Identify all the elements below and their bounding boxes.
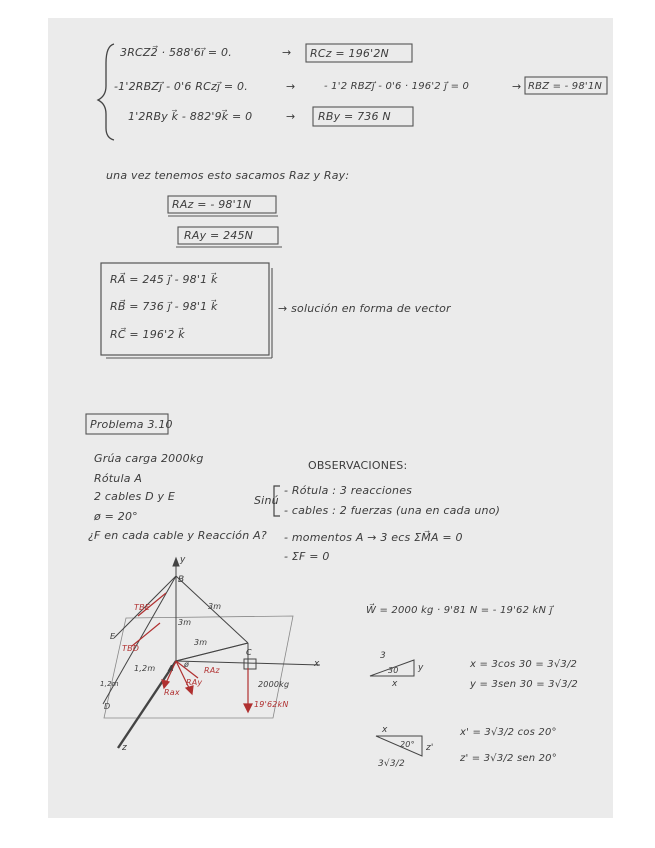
tri1-vertical: y — [418, 663, 424, 673]
observation-forces: - ΣF = 0 — [284, 550, 330, 563]
label-tbd: TBD — [122, 644, 140, 653]
label-12m-a: 1,2m — [134, 664, 156, 673]
label-c: C — [246, 648, 252, 657]
given-5: ¿F en cada cable y Reacción A? — [88, 529, 267, 542]
label-ray: RAy — [186, 678, 203, 687]
vector-note: → solución en forma de vector — [278, 302, 451, 315]
eq2-arrow: → — [286, 80, 296, 93]
label-phi: ø — [184, 660, 190, 669]
given-3: 2 cables D y E — [94, 490, 176, 503]
tri1-base: x — [392, 679, 398, 689]
notebook-page — [48, 18, 613, 818]
label-load: 2000kg — [258, 680, 290, 689]
eq1-arrow: → — [282, 46, 292, 59]
eq3-result: RBy = 736 N — [318, 110, 391, 123]
tri2-eq-x: x' = 3√3/2 cos 20° — [460, 727, 557, 738]
label-b: B — [178, 575, 185, 585]
weight-equation: W⃗ = 2000 kg · 9'81 N = - 19'62 kN j⃗ — [366, 605, 553, 616]
observation-1: - Rótula : 3 reacciones — [284, 484, 413, 497]
label-rax: Rax — [164, 688, 180, 697]
problem-title: Problema 3.10 — [90, 418, 173, 431]
eq3-text: 1'2RBy k⃗ - 882'9k⃗ = 0 — [128, 110, 253, 123]
given-4: ø = 20° — [94, 510, 138, 523]
given-2: Rótula A — [94, 472, 143, 485]
tri2-angle: 20° — [400, 740, 415, 749]
observation-2: - cables : 2 fuerzas (una en cada uno) — [284, 504, 501, 517]
label-d: D — [104, 702, 111, 711]
label-3m-low: 3m — [194, 638, 208, 647]
eq2-sub: - 1'2 RBZj⃗ - 0'6 · 196'2 j⃗ = 0 — [324, 81, 470, 92]
tri1-hyp: 3 — [380, 651, 386, 661]
label-12m-b: 1,2m — [100, 680, 119, 688]
tri1-eq-y: y = 3sen 30 = 3√3/2 — [470, 679, 578, 690]
eq1-result: RCz = 196'2N — [310, 47, 389, 60]
observations-title: OBSERVACIONES: — [308, 459, 408, 472]
label-load-force: 19'62kN — [254, 700, 289, 709]
label-x-axis: x — [314, 659, 320, 669]
tri2-hyp: x — [382, 725, 388, 735]
label-a: A — [168, 664, 174, 673]
observations-bracket-label: Sinú — [254, 494, 279, 507]
tri2-vertical: z' — [426, 743, 434, 753]
observation-moments: - momentos A → 3 ecs ΣM⃗A = 0 — [284, 531, 463, 544]
eq2-result: RBZ = - 98'1N — [528, 81, 603, 92]
label-z-axis: z — [122, 743, 127, 753]
ray-value: RAy = 245N — [184, 229, 254, 242]
triangle-2 — [376, 736, 422, 756]
ra-vector: RA⃗ = 245 j⃗ - 98'1 k⃗ — [110, 273, 218, 286]
tri2-eq-z: z' = 3√3/2 sen 20° — [460, 753, 557, 764]
rc-vector: RC⃗ = 196'2 k⃗ — [110, 328, 185, 341]
label-e: E — [110, 632, 116, 641]
system-brace — [98, 44, 114, 140]
eq2-text: -1'2RBZj⃗ - 0'6 RCzj⃗ = 0. — [114, 80, 248, 93]
intro-line: una vez tenemos esto sacamos Raz y Ray: — [106, 169, 350, 182]
given-1: Grúa carga 2000kg — [94, 452, 204, 465]
raz-value: RAz = - 98'1N — [172, 198, 252, 211]
label-3m-top: 3m — [208, 602, 222, 611]
rb-vector: RB⃗ = 736 j⃗ - 98'1 k⃗ — [110, 300, 218, 313]
label-tbe: TBE — [134, 603, 151, 612]
label-3m-mid: 3m — [178, 618, 192, 627]
eq1-text: 3RCZ2⃗ · 588'6i⃗ = 0. — [120, 46, 232, 59]
tri1-angle: 30 — [388, 666, 399, 675]
tri2-base: 3√3/2 — [378, 759, 405, 769]
eq2-arrow-2: → — [512, 80, 522, 93]
label-y-axis: y — [180, 555, 186, 565]
label-raz: RAz — [204, 666, 220, 675]
eq3-arrow: → — [286, 110, 296, 123]
tri1-eq-x: x = 3cos 30 = 3√3/2 — [470, 659, 578, 670]
